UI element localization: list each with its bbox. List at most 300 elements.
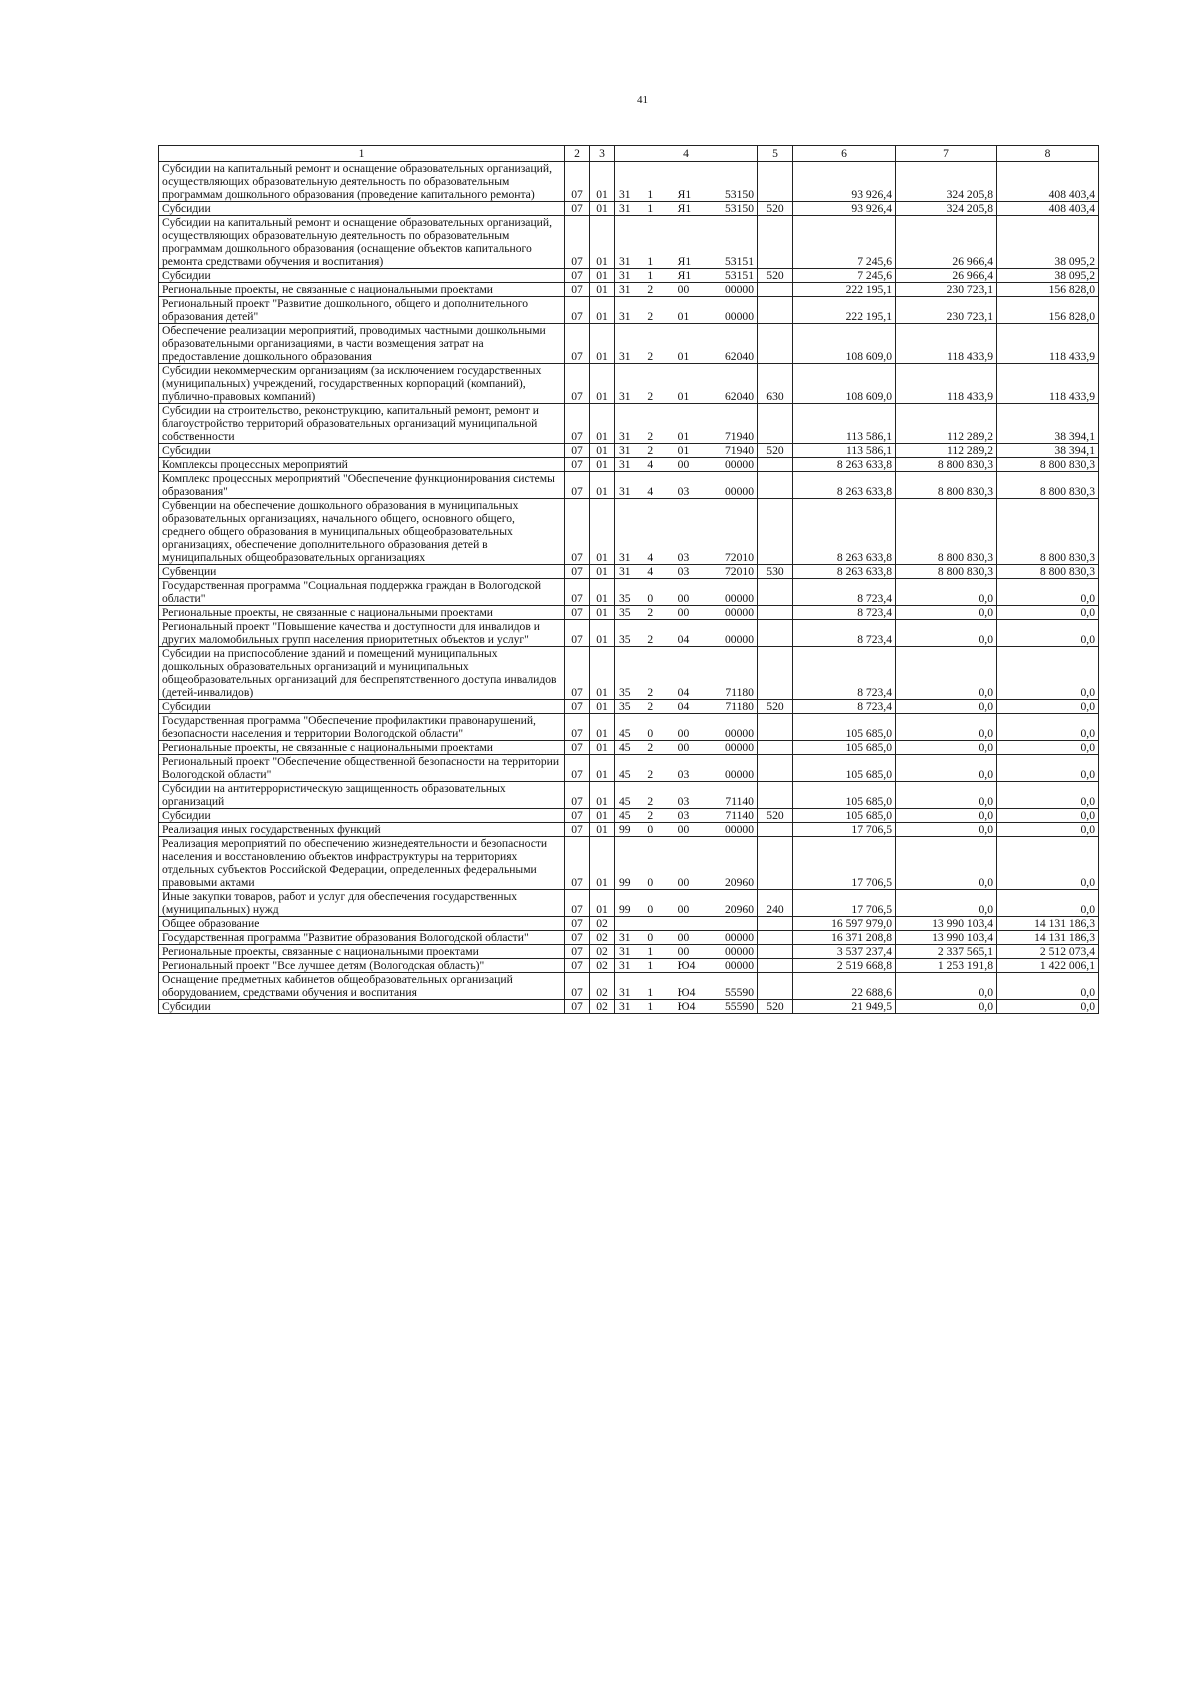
row-expense-type: 520 bbox=[758, 1000, 793, 1014]
table-row bbox=[159, 741, 1099, 755]
row-expense-type bbox=[758, 162, 793, 202]
row-target-article bbox=[615, 1000, 758, 1014]
target-article-part: 00 bbox=[677, 458, 690, 471]
target-article-part: 35 bbox=[619, 606, 631, 619]
row-subsection: 01 bbox=[590, 782, 615, 809]
row-amount-col7: 0,0 bbox=[896, 620, 997, 647]
row-section: 07 bbox=[565, 606, 590, 620]
row-name: Субсидии bbox=[159, 1000, 565, 1014]
target-article-part: 00000 bbox=[725, 931, 754, 944]
table-header bbox=[159, 146, 1099, 162]
target-article-part: 55590 bbox=[725, 986, 754, 999]
target-article-part: 55590 bbox=[725, 1000, 754, 1013]
row-section: 07 bbox=[565, 1000, 590, 1014]
row-expense-type bbox=[758, 823, 793, 837]
table-body bbox=[159, 162, 1099, 1014]
target-article-part: 20960 bbox=[725, 903, 754, 916]
target-article-part: 2 bbox=[647, 768, 654, 781]
row-name: Региональный проект "Повышение качества и доступности для инвалидов и других маломобильных групп населения приоритетных объектов и услуг" bbox=[159, 620, 565, 647]
row-section: 07 bbox=[565, 499, 590, 565]
row-name: Субсидии bbox=[159, 700, 565, 714]
row-amount-col8: 8 800 830,3 bbox=[997, 472, 1099, 499]
target-article-part: 01 bbox=[677, 390, 690, 403]
row-amount-col8: 0,0 bbox=[997, 1000, 1099, 1014]
row-section: 07 bbox=[565, 565, 590, 579]
row-amount-col6: 21 949,5 bbox=[793, 1000, 896, 1014]
row-section: 07 bbox=[565, 324, 590, 364]
row-amount-col6: 105 685,0 bbox=[793, 741, 896, 755]
target-article-part: 35 bbox=[619, 592, 631, 605]
row-target-article bbox=[615, 324, 758, 364]
target-article-part: 71940 bbox=[725, 444, 754, 457]
target-article-part: 2 bbox=[647, 430, 654, 443]
row-name: Субвенции bbox=[159, 565, 565, 579]
row-target-article bbox=[615, 809, 758, 823]
target-article-part: 72010 bbox=[725, 551, 754, 564]
header-row bbox=[159, 146, 1099, 162]
target-article-part: 71180 bbox=[725, 700, 754, 713]
header-cell: 4 bbox=[615, 146, 758, 162]
row-amount-col6: 8 263 633,8 bbox=[793, 565, 896, 579]
table-row bbox=[159, 162, 1099, 202]
target-article-part: 01 bbox=[677, 310, 690, 323]
target-article-part: 2 bbox=[647, 444, 654, 457]
target-article-part: 00000 bbox=[725, 592, 754, 605]
row-subsection: 01 bbox=[590, 297, 615, 324]
target-article-part: 00000 bbox=[725, 606, 754, 619]
target-article-part: 00000 bbox=[725, 741, 754, 754]
row-amount-col6: 105 685,0 bbox=[793, 714, 896, 741]
table-row bbox=[159, 837, 1099, 890]
row-amount-col6: 8 723,4 bbox=[793, 620, 896, 647]
target-article-part: 4 bbox=[647, 565, 654, 578]
row-section: 07 bbox=[565, 741, 590, 755]
row-amount-col6: 22 688,6 bbox=[793, 973, 896, 1000]
row-amount-col8: 0,0 bbox=[997, 755, 1099, 782]
target-article-part: 71140 bbox=[725, 809, 754, 822]
row-section: 07 bbox=[565, 823, 590, 837]
target-article-part: 00000 bbox=[725, 283, 754, 296]
row-expense-type: 520 bbox=[758, 444, 793, 458]
budget-table bbox=[158, 145, 1099, 1014]
table-row bbox=[159, 959, 1099, 973]
target-article-part: 1 bbox=[647, 255, 654, 268]
target-article-part: 31 bbox=[619, 283, 631, 296]
row-amount-col8: 0,0 bbox=[997, 973, 1099, 1000]
row-amount-col7: 112 289,2 bbox=[896, 444, 997, 458]
target-article-part: 01 bbox=[677, 430, 690, 443]
row-section: 07 bbox=[565, 714, 590, 741]
row-target-article bbox=[615, 890, 758, 917]
table-row bbox=[159, 472, 1099, 499]
row-name: Субсидии на строительство, реконструкцию, капитальный ремонт, ремонт и благоустройство территорий образовательных организаций муниципальной собственности bbox=[159, 404, 565, 444]
row-expense-type bbox=[758, 499, 793, 565]
target-article-part: 1 bbox=[647, 1000, 654, 1013]
row-expense-type: 530 bbox=[758, 565, 793, 579]
row-target-article bbox=[615, 700, 758, 714]
row-subsection: 01 bbox=[590, 890, 615, 917]
row-expense-type bbox=[758, 216, 793, 269]
target-article-part: 00 bbox=[677, 945, 690, 958]
row-amount-col8: 118 433,9 bbox=[997, 324, 1099, 364]
row-target-article bbox=[615, 364, 758, 404]
table-row bbox=[159, 565, 1099, 579]
row-expense-type bbox=[758, 472, 793, 499]
table-row bbox=[159, 297, 1099, 324]
row-section: 07 bbox=[565, 444, 590, 458]
row-amount-col8: 0,0 bbox=[997, 606, 1099, 620]
row-section: 07 bbox=[565, 973, 590, 1000]
row-amount-col8: 0,0 bbox=[997, 647, 1099, 700]
row-name: Субсидии bbox=[159, 269, 565, 283]
target-article-part: 2 bbox=[647, 741, 654, 754]
target-article-part: 0 bbox=[647, 903, 654, 916]
row-amount-col7: 0,0 bbox=[896, 755, 997, 782]
target-article-part: 2 bbox=[647, 700, 654, 713]
row-amount-col7: 0,0 bbox=[896, 890, 997, 917]
row-amount-col8: 8 800 830,3 bbox=[997, 499, 1099, 565]
row-subsection: 02 bbox=[590, 959, 615, 973]
row-section: 07 bbox=[565, 782, 590, 809]
target-article-part: 00000 bbox=[725, 768, 754, 781]
target-article-part: 2 bbox=[647, 350, 654, 363]
target-article-part: 31 bbox=[619, 565, 631, 578]
row-target-article bbox=[615, 579, 758, 606]
row-subsection: 01 bbox=[590, 283, 615, 297]
row-amount-col8: 38 394,1 bbox=[997, 444, 1099, 458]
row-name: Региональные проекты, не связанные с национальными проектами bbox=[159, 741, 565, 755]
target-article-part: 31 bbox=[619, 444, 631, 457]
row-amount-col8: 38 095,2 bbox=[997, 216, 1099, 269]
table-row bbox=[159, 269, 1099, 283]
target-article-part: 0 bbox=[647, 823, 654, 836]
row-subsection: 02 bbox=[590, 931, 615, 945]
row-amount-col6: 105 685,0 bbox=[793, 755, 896, 782]
target-article-part: 1 bbox=[647, 269, 654, 282]
row-amount-col6: 108 609,0 bbox=[793, 364, 896, 404]
row-subsection: 01 bbox=[590, 647, 615, 700]
row-subsection: 01 bbox=[590, 741, 615, 755]
table-row bbox=[159, 823, 1099, 837]
row-subsection: 02 bbox=[590, 1000, 615, 1014]
table-row bbox=[159, 606, 1099, 620]
row-target-article bbox=[615, 216, 758, 269]
row-amount-col7: 230 723,1 bbox=[896, 283, 997, 297]
row-target-article bbox=[615, 458, 758, 472]
target-article-part: 31 bbox=[619, 931, 631, 944]
row-amount-col6: 108 609,0 bbox=[793, 324, 896, 364]
row-amount-col8: 0,0 bbox=[997, 823, 1099, 837]
row-name: Региональные проекты, связанные с национальными проектами bbox=[159, 945, 565, 959]
row-amount-col8: 0,0 bbox=[997, 782, 1099, 809]
row-expense-type bbox=[758, 579, 793, 606]
table-row bbox=[159, 700, 1099, 714]
table-row bbox=[159, 364, 1099, 404]
row-name: Иные закупки товаров, работ и услуг для обеспечения государственных (муниципальных) нужд bbox=[159, 890, 565, 917]
row-name: Оснащение предметных кабинетов общеобразовательных организаций оборудованием, средствами обучения и воспитания bbox=[159, 973, 565, 1000]
row-subsection: 01 bbox=[590, 216, 615, 269]
table-row bbox=[159, 216, 1099, 269]
table-row bbox=[159, 324, 1099, 364]
row-amount-col7: 0,0 bbox=[896, 973, 997, 1000]
row-expense-type: 240 bbox=[758, 890, 793, 917]
target-article-part: 00000 bbox=[725, 310, 754, 323]
row-subsection: 01 bbox=[590, 324, 615, 364]
target-article-part: Ю4 bbox=[677, 959, 696, 972]
table-row bbox=[159, 458, 1099, 472]
target-article-part: 31 bbox=[619, 959, 631, 972]
row-amount-col8: 14 131 186,3 bbox=[997, 931, 1099, 945]
target-article-part: 03 bbox=[677, 809, 690, 822]
row-expense-type bbox=[758, 931, 793, 945]
target-article-part: 00000 bbox=[725, 945, 754, 958]
row-amount-col7: 0,0 bbox=[896, 837, 997, 890]
target-article-part: 2 bbox=[647, 310, 654, 323]
row-expense-type bbox=[758, 606, 793, 620]
row-subsection: 01 bbox=[590, 202, 615, 216]
row-amount-col7: 118 433,9 bbox=[896, 364, 997, 404]
target-article-part: 99 bbox=[619, 876, 631, 889]
row-target-article bbox=[615, 565, 758, 579]
target-article-part: 00 bbox=[677, 727, 690, 740]
row-target-article bbox=[615, 917, 758, 931]
row-target-article bbox=[615, 931, 758, 945]
target-article-part: 00000 bbox=[725, 727, 754, 740]
target-article-part: 00000 bbox=[725, 959, 754, 972]
row-section: 07 bbox=[565, 216, 590, 269]
row-subsection: 01 bbox=[590, 472, 615, 499]
row-amount-col8: 0,0 bbox=[997, 620, 1099, 647]
row-target-article bbox=[615, 162, 758, 202]
row-amount-col7: 0,0 bbox=[896, 741, 997, 755]
row-amount-col7: 0,0 bbox=[896, 579, 997, 606]
target-article-part: 53150 bbox=[725, 188, 754, 201]
row-subsection: 01 bbox=[590, 837, 615, 890]
row-amount-col6: 16 371 208,8 bbox=[793, 931, 896, 945]
target-article-part: 00 bbox=[677, 823, 690, 836]
row-expense-type: 520 bbox=[758, 202, 793, 216]
target-article-part: 04 bbox=[677, 686, 690, 699]
target-article-part: 0 bbox=[647, 592, 654, 605]
row-amount-col8: 8 800 830,3 bbox=[997, 565, 1099, 579]
table-row bbox=[159, 945, 1099, 959]
target-article-part: 00000 bbox=[725, 485, 754, 498]
target-article-part: 2 bbox=[647, 390, 654, 403]
row-section: 07 bbox=[565, 162, 590, 202]
row-subsection: 01 bbox=[590, 499, 615, 565]
target-article-part: 00 bbox=[677, 903, 690, 916]
row-expense-type: 520 bbox=[758, 269, 793, 283]
table-row bbox=[159, 809, 1099, 823]
row-name: Субсидии на капитальный ремонт и оснащение образовательных организаций, осуществляющих образовательную деятельность по образовательным программам дошкольного образования (оснащение объектов капитального ремонта средствами обучения и воспитания) bbox=[159, 216, 565, 269]
row-target-article bbox=[615, 202, 758, 216]
row-section: 07 bbox=[565, 297, 590, 324]
row-expense-type bbox=[758, 458, 793, 472]
target-article-part: 4 bbox=[647, 551, 654, 564]
target-article-part: 04 bbox=[677, 633, 690, 646]
row-amount-col6: 8 723,4 bbox=[793, 606, 896, 620]
target-article-part: 2 bbox=[647, 606, 654, 619]
target-article-part: 03 bbox=[677, 768, 690, 781]
target-article-part: 00 bbox=[677, 876, 690, 889]
target-article-part: 45 bbox=[619, 809, 631, 822]
row-expense-type bbox=[758, 741, 793, 755]
row-name: Региональные проекты, не связанные с национальными проектами bbox=[159, 283, 565, 297]
row-amount-col6: 8 723,4 bbox=[793, 647, 896, 700]
row-amount-col8: 8 800 830,3 bbox=[997, 458, 1099, 472]
row-name: Региональный проект "Развитие дошкольного, общего и дополнительного образования детей" bbox=[159, 297, 565, 324]
target-article-part: 99 bbox=[619, 903, 631, 916]
row-amount-col7: 13 990 103,4 bbox=[896, 931, 997, 945]
target-article-part: 35 bbox=[619, 633, 631, 646]
table-row bbox=[159, 755, 1099, 782]
row-subsection: 01 bbox=[590, 162, 615, 202]
row-subsection: 01 bbox=[590, 364, 615, 404]
row-name: Субсидии некоммерческим организациям (за исключением государственных (муниципальных) учреждений, государственных корпораций (компаний), публично-правовых компаний) bbox=[159, 364, 565, 404]
row-amount-col7: 0,0 bbox=[896, 1000, 997, 1014]
target-article-part: 31 bbox=[619, 255, 631, 268]
target-article-part: 71940 bbox=[725, 430, 754, 443]
table-row bbox=[159, 782, 1099, 809]
row-expense-type bbox=[758, 959, 793, 973]
row-expense-type: 520 bbox=[758, 700, 793, 714]
target-article-part: 01 bbox=[677, 350, 690, 363]
row-name: Государственная программа "Обеспечение профилактики правонарушений, безопасности населения и территории Вологодской области" bbox=[159, 714, 565, 741]
row-amount-col7: 1 253 191,8 bbox=[896, 959, 997, 973]
row-amount-col8: 38 095,2 bbox=[997, 269, 1099, 283]
row-target-article bbox=[615, 714, 758, 741]
target-article-part: 45 bbox=[619, 768, 631, 781]
row-amount-col8: 0,0 bbox=[997, 741, 1099, 755]
row-name: Субсидии bbox=[159, 202, 565, 216]
target-article-part: 4 bbox=[647, 485, 654, 498]
target-article-part: 31 bbox=[619, 269, 631, 282]
target-article-part: 01 bbox=[677, 444, 690, 457]
target-article-part: 2 bbox=[647, 633, 654, 646]
row-amount-col6: 2 519 668,8 bbox=[793, 959, 896, 973]
row-amount-col7: 26 966,4 bbox=[896, 269, 997, 283]
row-expense-type bbox=[758, 297, 793, 324]
row-amount-col6: 93 926,4 bbox=[793, 202, 896, 216]
row-amount-col8: 0,0 bbox=[997, 714, 1099, 741]
target-article-part: 45 bbox=[619, 727, 631, 740]
row-subsection: 01 bbox=[590, 444, 615, 458]
row-target-article bbox=[615, 499, 758, 565]
row-subsection: 01 bbox=[590, 823, 615, 837]
target-article-part: 1 bbox=[647, 959, 654, 972]
target-article-part: Я1 bbox=[677, 269, 692, 282]
row-section: 07 bbox=[565, 620, 590, 647]
row-subsection: 01 bbox=[590, 458, 615, 472]
table-row bbox=[159, 890, 1099, 917]
row-amount-col6: 105 685,0 bbox=[793, 809, 896, 823]
row-section: 07 bbox=[565, 931, 590, 945]
target-article-part: 00 bbox=[677, 606, 690, 619]
row-section: 07 bbox=[565, 404, 590, 444]
row-name: Комплексы процессных мероприятий bbox=[159, 458, 565, 472]
row-amount-col6: 8 263 633,8 bbox=[793, 499, 896, 565]
row-amount-col7: 2 337 565,1 bbox=[896, 945, 997, 959]
row-expense-type bbox=[758, 782, 793, 809]
target-article-part: 00000 bbox=[725, 823, 754, 836]
row-name: Региональный проект "Все лучшее детям (Вологодская область)" bbox=[159, 959, 565, 973]
row-amount-col7: 8 800 830,3 bbox=[896, 499, 997, 565]
row-amount-col7: 8 800 830,3 bbox=[896, 472, 997, 499]
row-amount-col6: 7 245,6 bbox=[793, 216, 896, 269]
row-amount-col6: 93 926,4 bbox=[793, 162, 896, 202]
row-section: 07 bbox=[565, 458, 590, 472]
row-amount-col8: 156 828,0 bbox=[997, 297, 1099, 324]
row-amount-col8: 0,0 bbox=[997, 890, 1099, 917]
target-article-part: 0 bbox=[647, 931, 654, 944]
row-amount-col6: 8 723,4 bbox=[793, 700, 896, 714]
target-article-part: 31 bbox=[619, 986, 631, 999]
row-amount-col8: 0,0 bbox=[997, 579, 1099, 606]
row-expense-type bbox=[758, 620, 793, 647]
target-article-part: 03 bbox=[677, 795, 690, 808]
row-subsection: 01 bbox=[590, 606, 615, 620]
row-section: 07 bbox=[565, 579, 590, 606]
row-amount-col6: 17 706,5 bbox=[793, 890, 896, 917]
row-amount-col7: 0,0 bbox=[896, 700, 997, 714]
target-article-part: 00 bbox=[677, 592, 690, 605]
target-article-part: 2 bbox=[647, 795, 654, 808]
row-amount-col8: 1 422 006,1 bbox=[997, 959, 1099, 973]
row-expense-type bbox=[758, 324, 793, 364]
header-cell: 3 bbox=[590, 146, 615, 162]
table-row bbox=[159, 973, 1099, 1000]
target-article-part: 03 bbox=[677, 551, 690, 564]
row-amount-col8: 408 403,4 bbox=[997, 162, 1099, 202]
row-subsection: 01 bbox=[590, 620, 615, 647]
row-amount-col6: 113 586,1 bbox=[793, 404, 896, 444]
target-article-part: Ю4 bbox=[677, 986, 696, 999]
row-section: 07 bbox=[565, 837, 590, 890]
row-expense-type bbox=[758, 283, 793, 297]
row-expense-type bbox=[758, 404, 793, 444]
target-article-part: 71180 bbox=[725, 686, 754, 699]
target-article-part: 35 bbox=[619, 686, 631, 699]
row-subsection: 02 bbox=[590, 945, 615, 959]
target-article-part: Я1 bbox=[677, 188, 692, 201]
row-amount-col7: 0,0 bbox=[896, 823, 997, 837]
table-row bbox=[159, 1000, 1099, 1014]
target-article-part: Я1 bbox=[677, 255, 692, 268]
row-target-article bbox=[615, 297, 758, 324]
target-article-part: Я1 bbox=[677, 202, 692, 215]
row-target-article bbox=[615, 404, 758, 444]
target-article-part: 0 bbox=[647, 876, 654, 889]
target-article-part: 1 bbox=[647, 202, 654, 215]
row-target-article bbox=[615, 444, 758, 458]
row-section: 07 bbox=[565, 700, 590, 714]
row-section: 07 bbox=[565, 269, 590, 283]
row-name: Комплекс процессных мероприятий "Обеспечение функционирования системы образования" bbox=[159, 472, 565, 499]
table-row bbox=[159, 647, 1099, 700]
target-article-part: 2 bbox=[647, 283, 654, 296]
row-subsection: 01 bbox=[590, 809, 615, 823]
row-name: Государственная программа "Социальная поддержка граждан в Вологодской области" bbox=[159, 579, 565, 606]
row-subsection: 01 bbox=[590, 700, 615, 714]
target-article-part: 20960 bbox=[725, 876, 754, 889]
row-amount-col7: 13 990 103,4 bbox=[896, 917, 997, 931]
row-expense-type bbox=[758, 945, 793, 959]
target-article-part: 31 bbox=[619, 458, 631, 471]
target-article-part: 62040 bbox=[725, 350, 754, 363]
row-subsection: 01 bbox=[590, 404, 615, 444]
row-amount-col6: 16 597 979,0 bbox=[793, 917, 896, 931]
target-article-part: 53150 bbox=[725, 202, 754, 215]
